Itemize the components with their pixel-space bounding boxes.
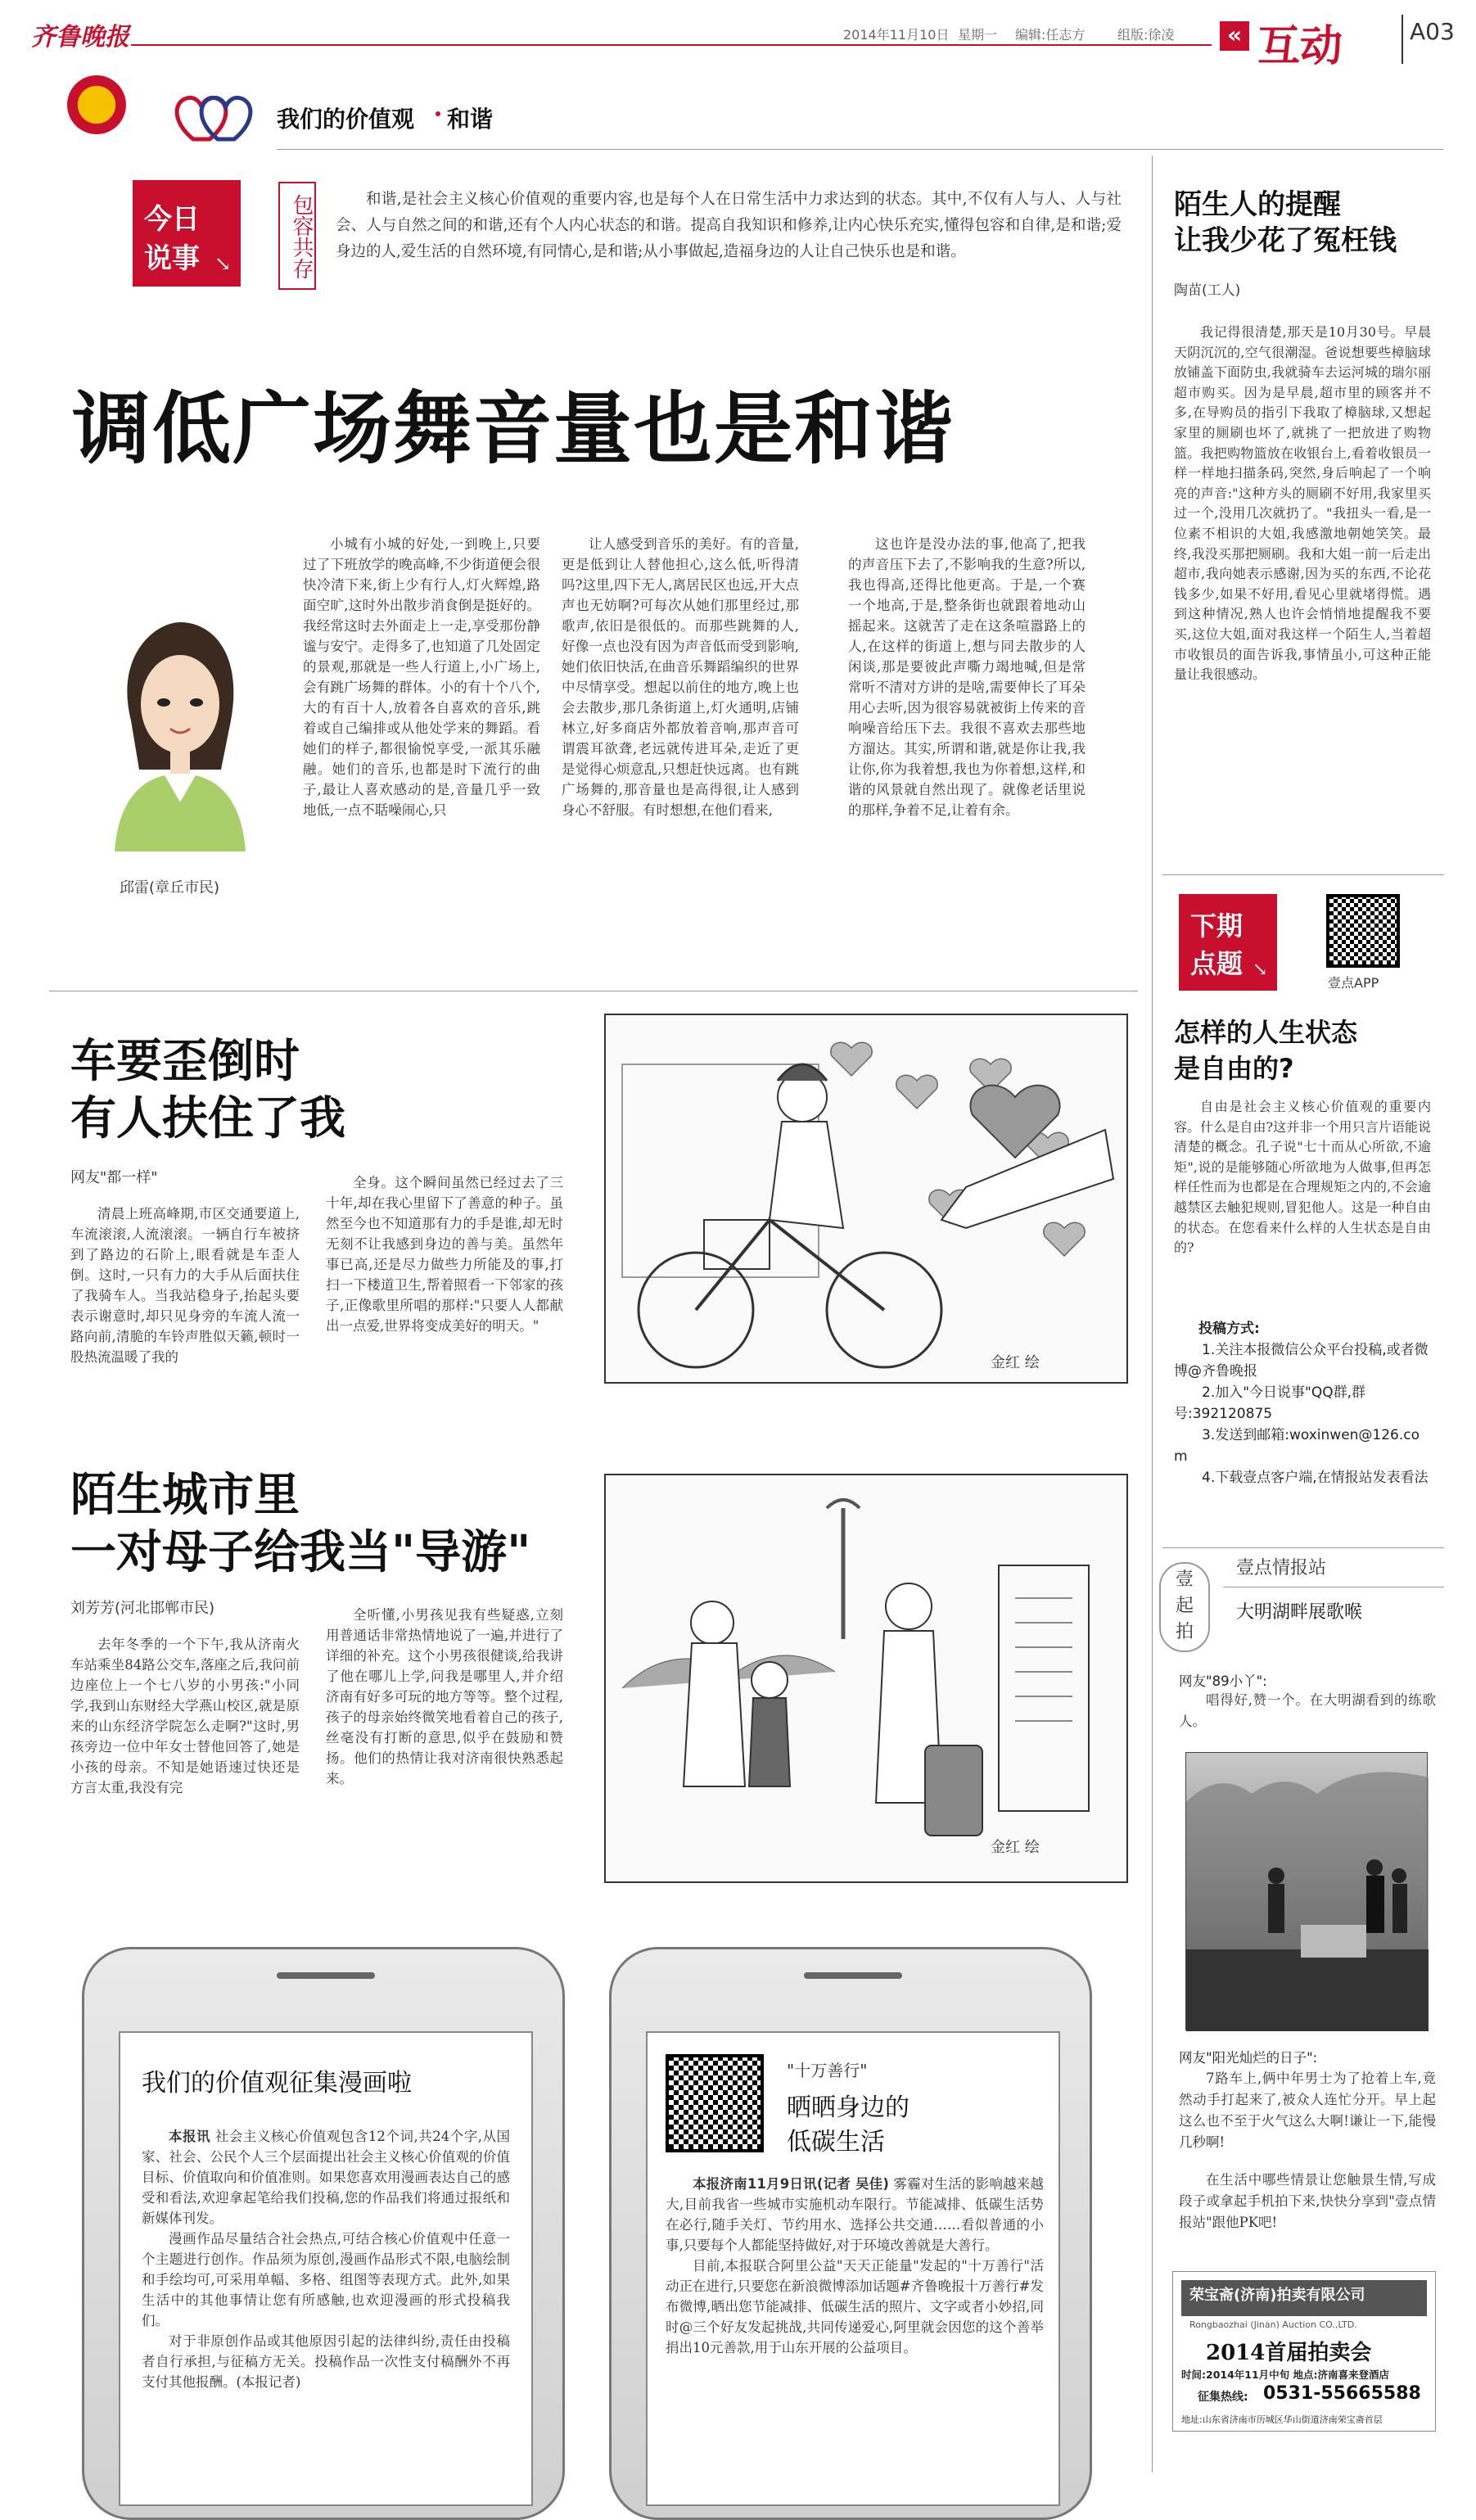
phone-left-body3: 对于非原创作品或其他原因引起的法律纠纷,责任由投稿者自行承担,与征稿方无关。投稿作品一次性支付稿酬外不再支付其他报酬。 xyxy=(142,2333,510,2390)
ad-phone: 0531-55665588 xyxy=(1263,2383,1421,2404)
next-headline-line2: 是自由的? xyxy=(1174,1053,1294,1084)
hearts-icon xyxy=(169,82,267,147)
sidebar-author: 陶苗(工人) xyxy=(1174,282,1241,299)
phone-left-body1: 社会主义核心价值观包含12个词,共24个字,从国家、社会、公民个人三个层面提出社会主义核心价值观的价值目标、价值取向和价值准则。如果您喜欢用漫画表达自己的感受和看法,欢迎拿起笔给我们投稿,您的作品我们将通过报纸和新媒体刊发。 xyxy=(142,2129,511,2226)
today-badge xyxy=(133,180,241,287)
page-number: A03 xyxy=(1410,18,1455,45)
contrib-block xyxy=(1174,1318,1431,1488)
ad-company: 荣宝斋(济南)拍卖有限公司 xyxy=(1189,2287,1365,2304)
guide-headline-line2: 一对母子给我当"导游" xyxy=(70,1526,531,1579)
today-badge-line2: 说事 xyxy=(144,242,200,275)
next-topic-badge xyxy=(1179,894,1277,991)
masthead xyxy=(0,0,1476,71)
phone-left-body3-end: (本报记者) xyxy=(236,2374,301,2390)
app-label: 壹点APP xyxy=(1328,975,1379,991)
post2-body: 7路车上,俩中年男士为了抢着上车,竟然动手打起来了,被众人连忙分开。早上起这么也不至于火气这么大啊!谦让一下,能慢几秒啊! xyxy=(1179,2071,1436,2150)
app-qr-icon xyxy=(1326,894,1400,968)
next-badge-line1: 下期 xyxy=(1190,910,1244,942)
ad-phone-label: 征集热线: xyxy=(1198,2391,1248,2404)
issue-weekday: 星期一 xyxy=(958,27,998,43)
sidebar-mid-rule xyxy=(1162,874,1444,875)
contrib-item-1: 1.关注本报微信公众平台投稿,或者微博@齐鲁晚报 xyxy=(1174,1342,1429,1380)
info-badge-line3: 拍 xyxy=(1175,1622,1194,1642)
column-topic: 和谐 xyxy=(447,106,494,133)
info-station-title: 壹点情报站 xyxy=(1236,1558,1327,1578)
car-illustration-credit: 金红 绘 xyxy=(991,1354,1040,1371)
layout-credit: 组版:徐凌 xyxy=(1117,27,1175,43)
phone-left xyxy=(82,1947,565,2520)
next-body: 自由是社会主义核心价值观的重要内容。什么是自由?这并非一个用只言片语能说清楚的概念。孔子说"七十而从心所欲,不逾矩",说的是能够随心所欲地为人做事,但再怎样任性而为也都是在合理规矩之内的,不会逾越禁区去触犯规则,冒犯他人。这是一种自由的状态。在您看来什么样的人生状态是自由的? xyxy=(1174,1099,1431,1256)
phone-right xyxy=(609,1947,1092,2520)
info-station-badge xyxy=(1159,1562,1210,1652)
phone-right-title-line2: 低碳生活 xyxy=(787,2128,885,2156)
contrib-item-3: 3.发送到邮箱:woxinwen@126.com xyxy=(1174,1427,1420,1465)
paper-name-logo: 齐鲁晚报 xyxy=(31,23,129,52)
main-headline: 调低广场舞音量也是和谐 xyxy=(72,383,955,475)
car-col1: 清晨上班高峰期,市区交通要道上,车流滚滚,人流滚滚。一辆自行车被挤到了路边的石阶上,眼看就是车歪人倒。这时,一只有力的大手从后面扶住了我骑车人。当我站稳身子,抬起头要表示谢意时,却只见身旁的车流人流一路向前,清脆的车铃声胜似天籁,顿时一股热流温暖了我的 xyxy=(70,1206,300,1365)
author-portrait xyxy=(98,606,262,851)
header-rule xyxy=(277,149,1443,150)
today-badge-line1: 今日 xyxy=(144,203,200,236)
section-arrow-icon: « xyxy=(1220,21,1249,51)
section-divider xyxy=(1402,15,1403,64)
guide-col1: 去年冬季的一个下午,我从济南火车站乘坐84路公交车,落座之后,我问前边座位上一个七八岁的小男孩:"小同学,我到山东财经大学燕山校区,就是原来的山东经济学院怎么走啊?"这时,男孩旁边一位中年女士替他回答了,她是小孩的母亲。不知是她语速过快还是方言太重,我没有完 xyxy=(70,1637,300,1795)
auction-ad xyxy=(1172,2271,1436,2432)
phone-left-body2: 漫画作品尽量结合社会热点,可结合核心价值观中任意一个主题进行创作。作品须为原创,漫画作品形式不限,电脑绘制和手绘均可,可采用单幅、多格、组图等表现方式。此外,如果生活中的其他事情让您有所感触,也欢迎漫画的形式投稿我们。 xyxy=(142,2231,510,2328)
section-name: 互动 xyxy=(1257,22,1343,71)
main-col1: 小城有小城的好处,一到晚上,只要过了下班放学的晚高峰,不少街道便会很快冷清下来,街上少有行人,灯火辉煌,路面空旷,这时外出散步消食倒是挺好的。我经常这时去外面走上一走,享受那份静谧与安宁。走得多了,也知道了几处固定的景观,那就是一些人行道上,小广场上,会有跳广场舞的群体。小的有十个八个,大的有百十人,放着各自喜欢的音乐,跳着或自己编排或从他处学来的舞蹈。看她们的样子,都很愉悦享受,一派其乐融融。她们的音乐,也都是时下流行的曲子,最让人喜欢感动的是,音量几乎一致地低,一点不聒噪闹心,只 xyxy=(303,536,540,818)
sidebar-headline-line2: 让我少花了冤枉钱 xyxy=(1174,224,1397,257)
post1-body: 唱得好,赞一个。在大明湖看到的练歌人。 xyxy=(1179,1692,1436,1729)
contrib-item-4: 4.下载壹点客户端,在情报站发表看法 xyxy=(1202,1470,1429,1486)
emblem-icon xyxy=(67,75,126,134)
guide-headline-line1: 陌生城市里 xyxy=(70,1469,300,1522)
ad-company-en: Rongbaozhai (Jinan) Auction CO.,LTD. xyxy=(1189,2319,1357,2330)
masthead-rule xyxy=(131,44,1212,46)
ad-event: 2014首届拍卖会 xyxy=(1206,2341,1372,2365)
guide-author: 刘芳芳(河北邯郸市民) xyxy=(70,1600,215,1617)
car-col2: 全身。这个瞬间虽然已经过去了三十年,却在我心里留下了善意的种子。虽然至今也不知道那有力的手是谁,却无时无刻不让我感到身边的善与美。虽然年事已高,还是尽力做些力所能及的事,打扫一下楼道卫生,帮着照看一下邻家的孩子,正像歌里所唱的那样:"只要人人都献出一点爱,世界将变成美好的明天。" xyxy=(326,1175,563,1334)
contrib-item-2: 2.加入"今日说事"QQ群,群号:392120875 xyxy=(1174,1384,1366,1422)
post2-author: 网友"阳光灿烂的日子": xyxy=(1179,2050,1318,2066)
arrow-icon: ↘ xyxy=(214,252,232,275)
phone-right-lead: 本报济南11月9日讯(记者 吴佳) xyxy=(693,2176,889,2192)
info-badge-line1: 壹 xyxy=(1175,1569,1194,1590)
ad-address: 地址:山东省济南市历城区华山街道济南荣宝斋首层 xyxy=(1181,2414,1383,2425)
sidebar-body: 我记得很清楚,那天是10月30号。早晨天阴沉沉的,空气很潮湿。爸说想要些樟脑球放铺盖下面防虫,我就骑车去运河城的瑞尔丽超市购买。因为是早晨,超市里的顾客并不多,在导购员的指引下我取了樟脑球,又想起家里的厕刷也坏了,就挑了一把放进了购物篮。我把购物篮放在收银台上,看着收银员一样一样地扫描条码,突然,身后响起了一个响亮的声音:"这种方头的厕刷不好用,我家里买过一个,没用几次就扔了。"我扭头一看,是一位素不相识的大姐,我感激地朝她笑笑。最终,我没买那把厕刷。我和大姐一前一后走出超市,我向她表示感谢,因为买的东西,不论花钱多少,如果不好用,看见心里就堵得慌。遇到这种情况,熟人也许会悄悄地提醒我不要买,这位大姐,面对我这样一个陌生人,当着超市收银员的面告诉我,事情虽小,可这种正能量让我很感动。 xyxy=(1174,324,1431,683)
sidebar-rule xyxy=(1152,156,1153,2473)
phone-right-screen xyxy=(646,2031,1060,2506)
column-dot xyxy=(436,111,440,116)
phone-left-screen xyxy=(119,2031,533,2506)
main-col2: 让人感受到音乐的美好。有的音量,更是低到让人替他担心,这么低,听得清吗?这里,四下无人,离居民区也远,开大点声也无妨啊?可每次从她们那里经过,那歌声,依旧是很低的。而那些跳舞的人,好像一点也没有因为声音低而受到影响,她们依旧快活,在曲音乐舞蹈编织的世界中尽情享受。想起以前住的地方,晚上也会去散步,那几条街道上,灯火通明,店铺林立,好多商店外都放着音响,那声音可谓震耳欲聋,老远就传进耳朵,走近了更是觉得心烦意乱,只想赶快远离。也有跳广场舞的,那音量也是高得很,让人感到身心不舒服。有时想想,在他们看来, xyxy=(562,536,799,818)
info-station-footer: 在生活中哪些情景让您触景生情,写成段子或拿起手机拍下来,快快分享到"壹点情报站"跟他PK吧! xyxy=(1179,2172,1436,2230)
qr-code-icon xyxy=(666,2054,764,2152)
car-author: 网友"都一样" xyxy=(70,1169,158,1186)
next-headline-line1: 怎样的人生状态 xyxy=(1174,1017,1358,1048)
sidebar-headline-line1: 陌生人的提醒 xyxy=(1174,188,1341,221)
guide-illustration xyxy=(604,1474,1128,1883)
car-illustration xyxy=(604,1014,1128,1384)
info-badge-line2: 起 xyxy=(1175,1596,1194,1616)
car-headline-line2: 有人扶住了我 xyxy=(70,1092,345,1145)
guide-illustration-credit: 金红 绘 xyxy=(991,1839,1040,1856)
phone-right-kicker: "十万善行" xyxy=(787,2061,868,2080)
issue-date: 2014年11月10日 xyxy=(843,27,950,43)
contrib-title: 投稿方式: xyxy=(1198,1321,1260,1337)
phone-right-speaker xyxy=(804,1972,902,1979)
next-badge-line2: 点题 xyxy=(1190,948,1244,979)
phone-right-body2: 目前,本报联合阿里公益"天天正能量"发起的"十万善行"活动正在进行,只要您在新浪微博添加话题#齐鲁晚报十万善行#发布微博,晒出您节能减排、低碳生活的照片、文字或者小妙招,同时@三个好友发起挑战,共同传递爱心,阿里就会因您的这个善举捐出10元善款,用于山东开展的公益项目。 xyxy=(666,2258,1044,2355)
guide-col2: 全听懂,小男孩见我有些疑惑,立刻用普通话非常热情地说了一遍,并进行了详细的补充。这个小男孩很健谈,给我讲了他在哪儿上学,问我是哪里人,并介绍济南有好多可玩的地方等等。整个过程,孩子的母亲始终微笑地看着自己的孩子,丝毫没有打断的意思,似乎在鼓励和赞扬。他们的热情让我对济南很快熟悉起来。 xyxy=(326,1607,563,1786)
info-station-rule xyxy=(1162,1547,1444,1548)
phone-left-title: 我们的价值观征集漫画啦 xyxy=(142,2069,412,2098)
ad-time-place: 时间:2014年11月中旬 地点:济南喜来登酒店 xyxy=(1181,2369,1390,2381)
main-col3: 这也许是没办法的事,他高了,把我的声音压下去了,不影响我的生意?所以,我也得高,还得比他更高。于是,一个赛一个地高,于是,整条街也就跟着地动山摇起来。这就苦了走在这条喧嚣路上的人,在这样的街道上,想与同去散步的人闲谈,那是要彼此声嘶力竭地喊,但是常常听不清对方讲的是啥,需要伸长了耳朵用心去听,因为很容易就被街上传来的音响噪音给压下去。我很不喜欢去那些地方溜达。其实,所谓和谐,就是你让我,我让你,你为我着想,我也为你着想,这样,和谐的风景就自然出现了。就像老话里说的那样,争着不足,让着有余。 xyxy=(848,536,1086,818)
column-title: 我们的价值观 xyxy=(277,106,415,133)
info-station-subtitle: 大明湖畔展歌喉 xyxy=(1236,1602,1363,1623)
today-tag xyxy=(278,182,316,290)
today-tag-text: 包容共存 xyxy=(289,194,314,279)
phone-right-title-line1: 晒晒身边的 xyxy=(787,2093,910,2122)
phone-left-lead: 本报讯 xyxy=(169,2129,211,2144)
today-intro: 和谐,是社会主义核心价值观的重要内容,也是每个人在日常生活中力求达到的状态。其中,不仅有人与人、人与社会、人与自然之间的和谐,还有个人内心状态的和谐。提高自我知识和修养,让内心快乐充实,懂得包容和自律,是和谐;爱身边的人,爱生活的自然环境,有同情心,是和谐;从小事做起,造福身边的人让自己快乐也是和谐。 xyxy=(336,191,1122,260)
car-headline-line1: 车要歪倒时 xyxy=(70,1035,300,1088)
phone-right-body1: 雾霾对生活的影响越来越大,目前我省一些城市实施机动车限行。节能减排、低碳生活势在必行,随手关灯、节约用水、选择公共交通……看似普通的小事,只要每个人都能坚持做好,对于环境改善就是大善行。 xyxy=(666,2176,1045,2253)
editor-credit: 编辑:任志方 xyxy=(1015,27,1086,43)
arrow-icon: ↘ xyxy=(1253,960,1268,980)
phone-left-speaker xyxy=(277,1972,375,1979)
post1-author: 网友"89小丫": xyxy=(1179,1673,1267,1689)
post1-photo xyxy=(1185,1752,1428,2030)
main-author: 邱雷(章丘市民) xyxy=(120,879,220,896)
